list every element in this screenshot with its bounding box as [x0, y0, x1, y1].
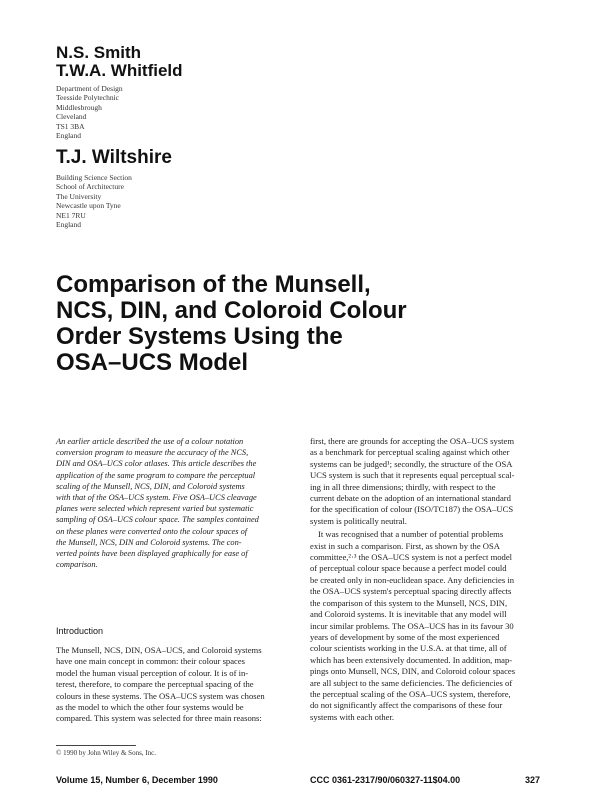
- abstract-line: verted points have been displayed graphically for ease of: [56, 549, 248, 559]
- affiliation-line: Teesside Polytechnic: [56, 93, 119, 103]
- abstract-line: comparison.: [56, 560, 98, 570]
- text-line: UCS system is such that it represents equal perceptual scal-: [310, 470, 515, 481]
- affiliation-line: Newcastle upon Tyne: [56, 201, 121, 211]
- affiliation-line: Department of Design: [56, 84, 123, 93]
- body-paragraph-2: [310, 529, 554, 723]
- affiliation-line: NE1 7RU: [56, 210, 86, 220]
- intro-paragraph: [56, 645, 300, 725]
- affiliation-line: Building Science Section: [56, 173, 132, 182]
- article-title: [56, 272, 526, 376]
- text-line: ing in all three dimensions; thirdly, with respect to the: [310, 481, 496, 492]
- text-line: do not significantly affect the comparisons of these four: [310, 700, 503, 711]
- title-line: OSA–UCS Model: [56, 349, 249, 376]
- text-line: for the specification of colour (ISO/TC187) the OSA–UCS: [310, 504, 514, 515]
- right-column: [310, 436, 554, 723]
- affiliation-line: School of Architecture: [56, 182, 124, 192]
- text-line: exist in such a comparison. First, as shown by the OSA: [310, 540, 501, 551]
- copyright-footnote: © 1990 by John Wiley & Sons, Inc.: [56, 749, 156, 757]
- text-line: committee,²·³ the OSA–UCS system is not a perfect model: [310, 552, 513, 563]
- abstract-line: DIN and OSA–UCS color atlases. This article describes the: [56, 459, 257, 469]
- abstract-line: conversion program to measure the accuracy of the NCS,: [56, 448, 249, 458]
- text-line: years of development by some of the most experienced: [310, 631, 500, 642]
- abstract-line: on these planes were converted onto the colour spaces of: [56, 526, 248, 536]
- text-line: be created only in non-euclidean space. Any deficiencies in: [310, 574, 515, 585]
- text-line: are all subject to the same deficiencies. The deficiencies of: [310, 677, 513, 688]
- text-line: colours in these systems. The OSA–UCS system was chosen: [56, 690, 265, 701]
- text-line: the comparison of this system to the Munsell, NCS, DIN,: [310, 597, 508, 608]
- text-line: have one main concept in common: their colour spaces: [56, 656, 245, 667]
- author-name-wiltshire: T.J. Wiltshire: [56, 147, 172, 168]
- text-line: the perceptual scaling of the OSA–UCS system, therefore,: [310, 688, 511, 699]
- text-line: first, there are grounds for accepting the OSA–UCS system: [310, 436, 515, 446]
- affiliation-line: The University: [56, 191, 102, 201]
- text-line: It was recognised that a number of potential problems: [318, 529, 504, 540]
- affiliation-line: England: [56, 220, 81, 230]
- text-line: and Coloroid systems. It is inevitable that any model will: [310, 609, 507, 620]
- text-line: model the human visual perception of colour. It is of in-: [56, 667, 249, 678]
- text-line: which has been extensively documented. In addition, map-: [310, 654, 513, 665]
- affiliation-line: TS1 3BA: [56, 121, 85, 131]
- abstract-column: [56, 436, 300, 570]
- text-line: compared. This system was selected for three main reasons:: [56, 713, 262, 724]
- text-line: terest, therefore, to compare the perceptual spacing of the: [56, 679, 254, 690]
- affiliation-teesside: [56, 84, 123, 140]
- title-line: Order Systems Using the: [56, 323, 343, 350]
- footer-page-number: 327: [525, 775, 541, 785]
- text-line: colour scientists working in the U.S.A. at that time, all of: [310, 643, 507, 654]
- text-line: as the model to which the other four systems would be: [56, 702, 244, 713]
- text-line: the OSA–UCS system's perceptual spacing directly affects: [310, 586, 512, 597]
- affiliation-line: England: [56, 131, 81, 141]
- text-line: current debate on the adoption of an international standard: [310, 493, 511, 504]
- section-heading-introduction: Introduction: [56, 626, 104, 636]
- footer-ccc-code: CCC 0361-2317/90/060327-11$04.00: [310, 775, 461, 785]
- title-line: NCS, DIN, and Coloroid Colour: [56, 297, 407, 324]
- abstract-line: planes were selected which represent varied but systematic: [56, 504, 254, 514]
- affiliation-line: Middlesbrough: [56, 102, 102, 112]
- footnote-rule: [56, 745, 136, 746]
- title-line: Comparison of the Munsell,: [56, 271, 371, 298]
- abstract-line: with that of the OSA–UCS system. Five OSA–UCS cleavage: [56, 493, 257, 503]
- affiliation-line: Cleveland: [56, 112, 87, 122]
- abstract-line: sampling of OSA–UCS colour space. The samples contained: [56, 515, 259, 525]
- text-line: as a benchmark for perceptual scaling against which other: [310, 447, 510, 458]
- text-line: system is politically neutral.: [310, 515, 407, 526]
- author-name-whitfield: T.W.A. Whitfield: [56, 61, 183, 80]
- text-line: systems can be judged¹; secondly, the structure of the OSA: [310, 458, 513, 469]
- body-paragraph-1: [310, 436, 554, 527]
- text-line: systems with each other.: [310, 711, 395, 722]
- text-line: pings onto Munsell, NCS, DIN, and Coloroid colour spaces: [310, 666, 516, 677]
- abstract-line: scaling of the Munsell, NCS, DIN, and Coloroid systems: [56, 481, 245, 491]
- introduction-body: [56, 645, 300, 725]
- abstract-line: application of the same program to compare the perceptual: [56, 470, 256, 480]
- footer-volume: Volume 15, Number 6, December 1990: [56, 775, 218, 785]
- text-line: of perceptual colour space because a perfect model could: [310, 563, 507, 574]
- author-name-smith: N.S. Smith: [56, 43, 142, 62]
- text-line: incur similar problems. The OSA–UCS has in its favour 30: [310, 620, 514, 631]
- affiliation-newcastle: [56, 173, 132, 229]
- abstract: [56, 436, 300, 570]
- text-line: The Munsell, NCS, DIN, OSA–UCS, and Coloroid systems: [56, 645, 262, 655]
- abstract-line: the Munsell, NCS, DIN and Coloroid systems. The con-: [56, 537, 242, 547]
- abstract-line: An earlier article described the use of a colour notation: [56, 437, 244, 446]
